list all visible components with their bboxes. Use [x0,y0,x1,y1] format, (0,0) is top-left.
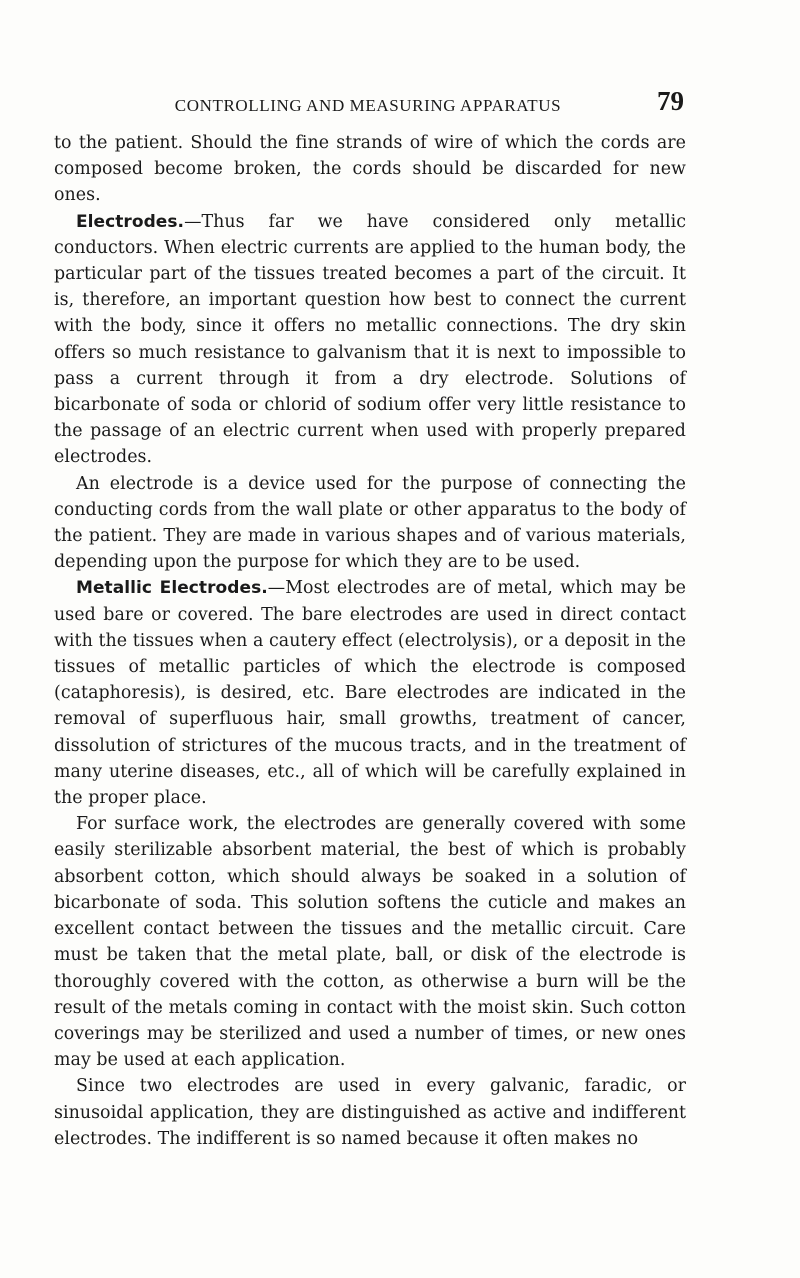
paragraph-text: An electrode is a device used for the purpose of connecting the conducting cords from the wall plate or other apparatus to the body of the patient. They are made in various shapes and of various materials, depending upon the purpose for which they are to be used. [54,473,686,573]
body-text [54,130,686,1152]
paragraph-active-indifferent [54,1073,686,1152]
paragraph-text: —Thus far we have considered only metallic conductors. When electric currents are applied to the human body, the particular part of the tissues treated becomes a part of the circuit. It is, therefore, an important question how best to connect the current with the body, since it offers no metallic connections. The dry skin offers so much resistance to galvanism that it is next to impossible to pass a current through it from a dry electrode. Solutions of bicarbonate of soda or chlorid of sodium offer very little resistance to the passage of an electric current when used with properly prepared electrodes. [54,211,686,468]
paragraph-cords [54,130,686,209]
page-number: 79 [657,86,684,116]
section-heading-electrodes: Electrodes. [76,211,185,232]
paragraph-text: to the patient. Should the fine strands of wire of which the cords are composed become broken, the cords should be discarded for new ones. [54,133,686,206]
paragraph-text: For surface work, the electrodes are generally covered with some easily sterilizable absorbent material, the best of which is probably absorbent cotton, which should always be soaked in a solution of bicarbonate of soda. This solution softens the cuticle and makes an excellent contact between the tissues and the metallic circuit. Care must be taken that the metal plate, ball, or disk of the electrode is thoroughly covered with the cotton, as otherwise a burn will be the result of the metals coming in contact with the moist skin. Such cotton coverings may be sterilized and used a number of times, or new ones may be used at each application. [54,814,686,1071]
section-heading-metallic-electrodes: Metallic Electrodes. [76,578,268,599]
paragraph-electrodes [54,209,686,471]
paragraph-text: Since two electrodes are used in every galvanic, faradic, or sinusoidal application, they are distinguished as active and indifferent electrodes. The indifferent is so named because it often makes no [54,1076,686,1149]
paragraph-metallic-electrodes [54,575,686,811]
paragraph-surface-work [54,811,686,1073]
paragraph-electrode-definition [54,471,686,576]
header-title: CONTROLLING AND MEASURING APPARATUS [174,96,562,115]
running-head [54,86,682,120]
paragraph-text: —Most electrodes are of metal, which may be used bare or covered. The bare electrodes are used in direct contact with the tissues when a cautery effect (electrolysis), or a deposit in the tissues of metallic particles of which the electrode is composed (cataphoresis), is desired, etc. Bare electrodes are indicated in the removal of superfluous hair, small growths, treatment of cancer, dissolution of strictures of the mucous tracts, and in the treatment of many uterine diseases, etc., all of which will be carefully explained in the proper place. [54,578,686,809]
